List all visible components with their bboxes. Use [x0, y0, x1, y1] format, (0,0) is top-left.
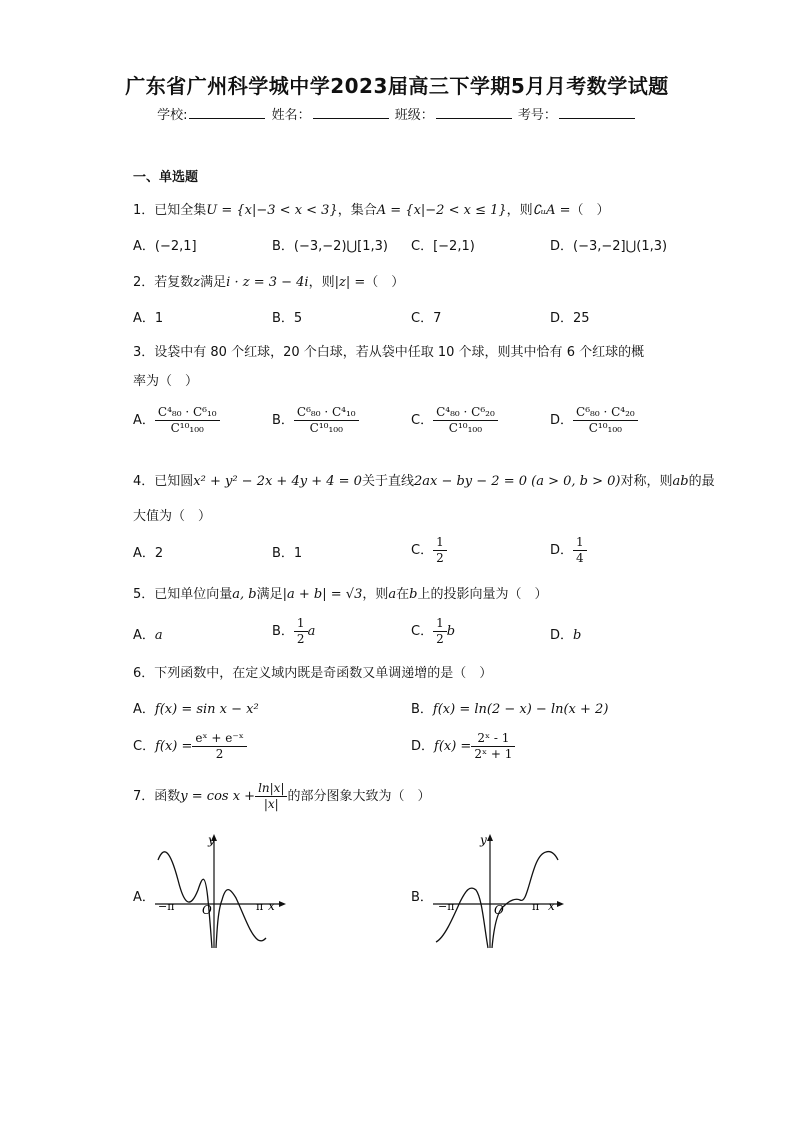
- q5-option-a-value: a: [154, 628, 163, 643]
- q7-numerator: ln|x|: [255, 781, 287, 797]
- q3-b-numerator: C⁶₈₀ · C⁴₁₀: [294, 405, 359, 421]
- q2-text-a: 2．若复数: [133, 275, 194, 290]
- q5-c-denominator: 2: [436, 632, 444, 646]
- q4-text-a: 4．已知圆: [133, 474, 194, 489]
- neg-pi-label: −π: [438, 900, 455, 913]
- class-blank: [436, 106, 512, 119]
- q5-option-b-vector: a: [307, 624, 316, 639]
- q3-option-b-label: B．: [272, 413, 294, 428]
- x-axis-arrow: [557, 901, 564, 907]
- q7-graph-a[interactable]: [150, 830, 290, 952]
- q4-circle-eq: x² + y² − 2x + 4y + 4 = 0: [193, 474, 362, 489]
- q5-option-c-fraction: [433, 616, 447, 647]
- question-6-stem: 6．下列函数中，在定义域内既是奇函数又单调递增的是（ ）: [133, 666, 493, 681]
- q4-text-c: 对称，则: [620, 474, 673, 489]
- q7-denominator: |x|: [263, 797, 279, 811]
- q2-option-a[interactable]: A．1: [133, 311, 164, 326]
- q4-c-numerator: 1: [433, 535, 447, 551]
- q5-condition: |a + b| = √3: [282, 587, 363, 602]
- q6-option-d-fraction: [471, 731, 515, 762]
- q5-vector-a: a: [388, 587, 397, 602]
- question-3-stem-line1: 3．设袋中有 80 个红球，20 个白球，若从袋中任取 10 个球，则其中恰有 6 个红球的概: [133, 345, 645, 360]
- neg-pi-label: −π: [158, 900, 175, 913]
- q1-text-a: 1．已知全集: [133, 203, 207, 218]
- q6-option-b[interactable]: [411, 698, 608, 717]
- q6-option-b-formula: f(x) = ln(2 − x) − ln(x + 2): [432, 702, 609, 717]
- q1-text-d: （ ）: [570, 203, 610, 218]
- q7-fraction: [255, 781, 287, 812]
- q5-text-c: ，则: [362, 587, 389, 602]
- q4-option-d[interactable]: [550, 535, 587, 566]
- q2-var: z: [193, 275, 201, 290]
- q6-option-b-label: B．: [411, 702, 433, 717]
- q3-option-a-label: A．: [133, 413, 155, 428]
- q6-option-a-label: A．: [133, 702, 155, 717]
- q2-text-d: （ ）: [365, 275, 405, 290]
- q6-d-numerator: 2ˣ - 1: [471, 731, 515, 747]
- q4-d-denominator: 4: [576, 551, 584, 565]
- q6-option-d-label: D．: [411, 739, 435, 754]
- q3-option-c[interactable]: [411, 405, 498, 436]
- q5-option-b-label: B．: [272, 624, 294, 639]
- question-5-stem: [133, 583, 547, 602]
- exam-number-blank: [559, 106, 635, 119]
- y-label: y: [208, 833, 215, 847]
- q5-option-b[interactable]: [272, 616, 315, 647]
- class-label: 班级：: [394, 108, 434, 123]
- q3-option-d-label: D．: [550, 413, 574, 428]
- name-blank: [313, 106, 389, 119]
- q5-text-a: 5．已知单位向量: [133, 587, 233, 602]
- y-label: y: [480, 833, 487, 847]
- x-label: x: [268, 899, 275, 913]
- q6-c-numerator: eˣ + e⁻ˣ: [192, 731, 246, 747]
- q5-option-a-label: A．: [133, 628, 155, 643]
- q4-option-c-fraction: [433, 535, 447, 566]
- q3-b-denominator: C¹⁰₁₀₀: [309, 421, 343, 435]
- q2-option-c[interactable]: C．7: [411, 311, 442, 326]
- q1-set-a: A = {x|−2 < x ≤ 1}: [376, 203, 507, 218]
- q4-option-b[interactable]: [272, 542, 302, 561]
- q5-c-numerator: 1: [433, 616, 447, 632]
- q5-text-e: 上的投影向量为（ ）: [417, 587, 548, 602]
- exam-number-label: 考号：: [517, 108, 557, 123]
- q3-d-numerator: C⁶₈₀ · C⁴₂₀: [573, 405, 638, 421]
- q2-text-c: ，则: [308, 275, 335, 290]
- q1-option-a[interactable]: A．(−2,1]: [133, 239, 197, 254]
- q5-option-d-value: b: [573, 628, 582, 643]
- q7-option-b-label[interactable]: B．: [411, 890, 433, 905]
- q5-vectors: a, b: [232, 587, 257, 602]
- q5-option-c[interactable]: [411, 616, 455, 647]
- name-label: 姓名：: [271, 108, 311, 123]
- question-7-stem: [133, 781, 431, 812]
- q3-option-c-label: C．: [411, 413, 434, 428]
- q5-text-d: 在: [396, 587, 410, 602]
- q4-text-b: 关于直线: [361, 474, 414, 489]
- q3-c-numerator: C⁴₈₀ · C⁶₂₀: [433, 405, 498, 421]
- question-2-stem: [133, 271, 404, 290]
- pi-label: π: [256, 900, 264, 913]
- q5-option-d-label: D．: [550, 628, 574, 643]
- origin-label: O: [494, 903, 504, 917]
- q2-option-d[interactable]: D．25: [550, 311, 590, 326]
- q6-c-denominator: 2: [215, 747, 224, 761]
- question-3-stem-line2: 率为（ ）: [133, 374, 199, 389]
- q5-option-c-label: C．: [411, 624, 434, 639]
- q4-option-a-label: A．: [133, 546, 155, 561]
- y-axis-arrow: [487, 834, 493, 841]
- q1-text-c: ，则: [506, 203, 533, 218]
- x-axis-arrow: [279, 901, 286, 907]
- q4-option-a-value: 2: [154, 546, 164, 561]
- q4-line-eq: 2ax − by − 2 = 0 (a > 0, b > 0): [413, 474, 621, 489]
- q1-option-b[interactable]: B．(−3,−2)⋃[1,3): [272, 239, 389, 254]
- q6-option-a-formula: f(x) = sin x − x²: [154, 702, 259, 717]
- q4-c-denominator: 2: [436, 551, 444, 565]
- q4-ab: ab: [672, 474, 689, 489]
- q2-abs: |z| =: [334, 275, 366, 290]
- q6-option-c-lhs: f(x) =: [155, 739, 193, 754]
- q5-option-b-fraction: [294, 616, 308, 647]
- q3-option-d[interactable]: [550, 405, 638, 436]
- q2-option-b[interactable]: B．5: [272, 311, 303, 326]
- pi-label: π: [532, 900, 540, 913]
- q6-d-denominator: 2ˣ + 1: [474, 747, 513, 761]
- q5-option-a[interactable]: [133, 624, 163, 643]
- q4-d-numerator: 1: [573, 535, 587, 551]
- student-info-line: [0, 104, 794, 123]
- q4-option-c[interactable]: [411, 535, 447, 566]
- q2-equation: i · z = 3 − 4i: [226, 275, 309, 290]
- exam-title: 广东省广州科学城中学2023届高三下学期5月月考数学试题: [125, 74, 669, 98]
- q6-option-d[interactable]: [411, 731, 515, 762]
- q6-option-c-fraction: [192, 731, 246, 762]
- q4-option-b-label: B．: [272, 546, 294, 561]
- q7-text-a: 7．函数: [133, 789, 181, 804]
- q6-option-d-lhs: f(x) =: [434, 739, 472, 754]
- school-label: 学校:: [157, 108, 188, 123]
- q3-option-b[interactable]: [272, 405, 359, 436]
- q4-option-a[interactable]: [133, 542, 163, 561]
- q2-text-b: 满足: [200, 275, 227, 290]
- q1-set-u: U = {x|−3 < x < 3}: [206, 203, 338, 218]
- q6-option-c-label: C．: [133, 739, 156, 754]
- q4-option-b-value: 1: [293, 546, 303, 561]
- q3-option-d-fraction: [573, 405, 638, 436]
- q7-text-b: 的部分图象大致为（ ）: [287, 789, 431, 804]
- q5-b-denominator: 2: [296, 632, 305, 646]
- q4-option-d-fraction: [573, 535, 587, 566]
- q5-text-b: 满足: [256, 587, 283, 602]
- section-heading: 一、单选题: [133, 170, 199, 185]
- origin-label: O: [202, 903, 212, 917]
- q7-graph-b[interactable]: [428, 830, 568, 952]
- q3-option-c-fraction: [433, 405, 498, 436]
- q1-option-c[interactable]: C．[−2,1): [411, 239, 475, 254]
- question-1-stem: [133, 199, 610, 218]
- question-4-stem-line2: 大值为（ ）: [133, 509, 212, 524]
- q3-option-a[interactable]: [133, 405, 220, 436]
- q5-vector-b: b: [409, 587, 418, 602]
- q1-complement: ∁ᵤA =: [532, 203, 571, 218]
- q5-option-d[interactable]: [550, 624, 581, 643]
- q1-option-d[interactable]: D．(−3,−2]⋃(1,3): [550, 239, 668, 254]
- q4-text-d: 的最: [688, 474, 715, 489]
- q7-lhs: y = cos x +: [180, 789, 256, 804]
- school-blank: [189, 106, 265, 119]
- q3-c-denominator: C¹⁰₁₀₀: [448, 421, 483, 435]
- q6-option-c[interactable]: [133, 731, 247, 762]
- q5-option-c-vector: b: [446, 624, 456, 639]
- q6-option-a[interactable]: [133, 698, 259, 717]
- q3-a-denominator: C¹⁰₁₀₀: [170, 421, 204, 435]
- q5-b-numerator: 1: [294, 616, 308, 632]
- q3-option-b-fraction: [294, 405, 359, 436]
- q3-a-numerator: C⁴₈₀ · C⁶₁₀: [155, 405, 220, 421]
- q3-d-denominator: C¹⁰₁₀₀: [588, 421, 622, 435]
- q7-option-a-label[interactable]: A．: [133, 890, 155, 905]
- question-4-stem: [133, 470, 715, 489]
- q4-option-d-label: D．: [550, 543, 574, 558]
- q3-option-a-fraction: [155, 405, 220, 436]
- x-label: x: [548, 899, 555, 913]
- q4-option-c-label: C．: [411, 543, 434, 558]
- curve-right: [216, 890, 266, 948]
- curve-left: [436, 888, 488, 948]
- q1-text-b: ，集合: [337, 203, 377, 218]
